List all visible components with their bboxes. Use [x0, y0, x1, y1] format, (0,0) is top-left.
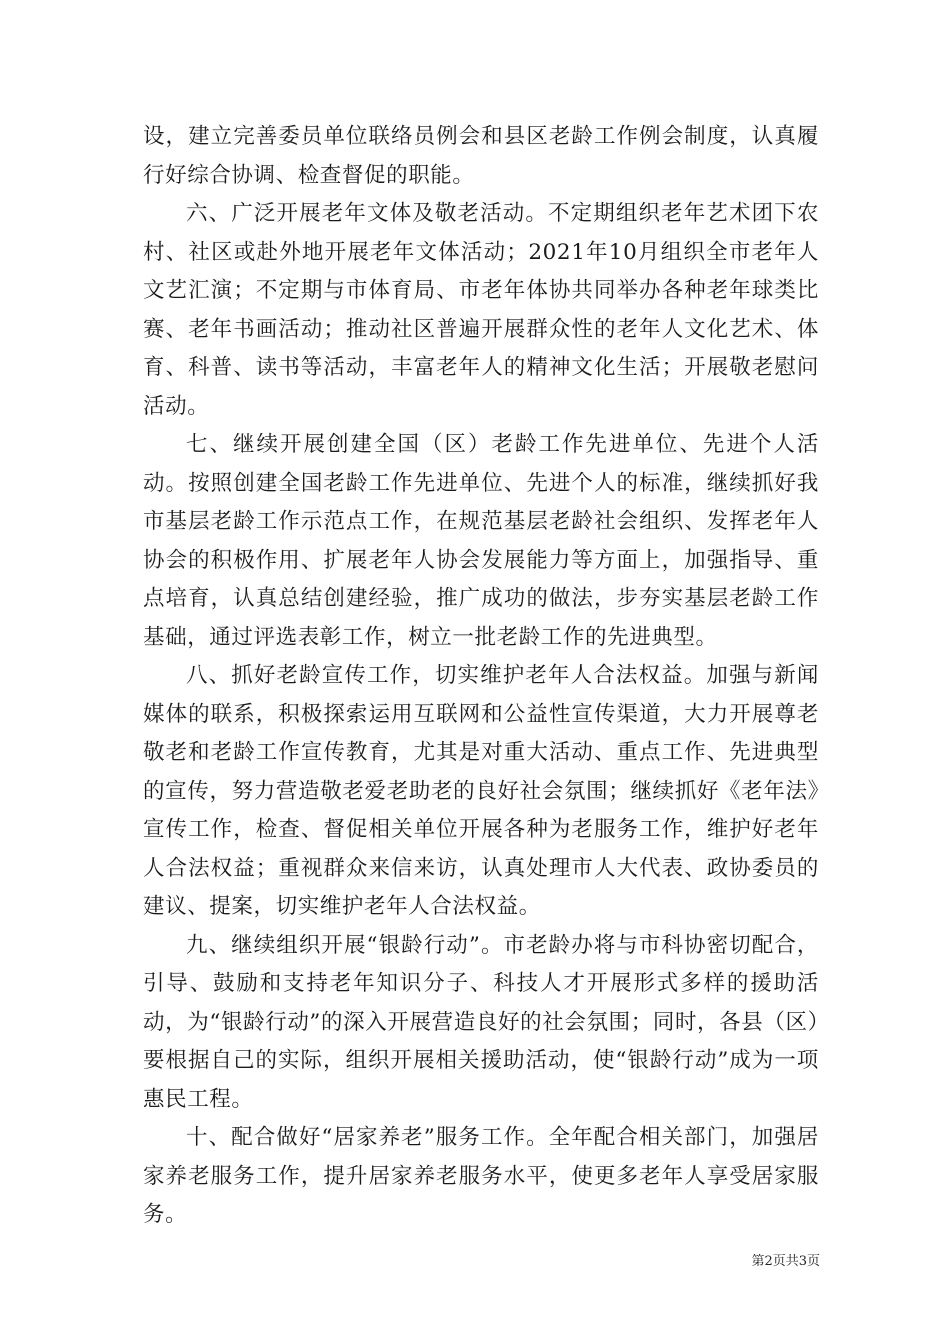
paragraph-2: 六、广泛开展老年文体及敬老活动。不定期组织老年艺术团下农村、社区或赴外地开展老年文体活动；2021年10月组织全市老年人文艺汇演；不定期与市体育局、市老年体协共同举办各种老年球类比赛、老年书画活动；推动社区普遍开展群众性的老年人文化艺术、体育、科普、读书等活动，丰富老年人的精神文化生活；开展敬老慰问活动。 — [143, 201, 819, 419]
paragraph-3: 七、继续开展创建全国（区）老龄工作先进单位、先进个人活动。按照创建全国老龄工作先进单位、先进个人的标准，继续抓好我市基层老龄工作示范点工作，在规范基层老龄社会组织、发挥老年人协会的积极作用、扩展老年人协会发展能力等方面上，加强指导、重点培育，认真总结创建经验，推广成功的做法，步夯实基层老龄工作基础，通过评选表彰工作，树立一批老龄工作的先进典型。 — [143, 432, 819, 650]
page-number-footer: 第2页共3页 — [751, 1254, 820, 1269]
document-body — [143, 118, 819, 1235]
paragraph-1: 设，建立完善委员单位联络员例会和县区老龄工作例会制度，认真履行好综合协调、检查督促的职能。 — [143, 124, 819, 188]
paragraph-6: 十、配合做好“居家养老”服务工作。全年配合相关部门，加强居家养老服务工作，提升居家养老服务水平，使更多老年人享受居家服务。 — [143, 1125, 819, 1227]
paragraph-4: 八、抓好老龄宣传工作，切实维护老年人合法权益。加强与新闻媒体的联系，积极探索运用互联网和公益性宣传渠道，大力开展尊老敬老和老龄工作宣传教育，尤其是对重大活动、重点工作、先进典型的宣传，努力营造敬老爱老助老的良好社会氛围；继续抓好《老年法》宣传工作，检查、督促相关单位开展各种为老服务工作，维护好老年人合法权益；重视群众来信来访，认真处理市人大代表、政协委员的建议、提案，切实维护老年人合法权益。 — [143, 663, 819, 919]
paragraph-5: 九、继续组织开展“银龄行动”。市老龄办将与市科协密切配合，引导、鼓励和支持老年知识分子、科技人才开展形式多样的援助活动，为“银龄行动”的深入开展营造良好的社会氛围；同时，各县（区）要根据自己的实际，组织开展相关援助活动，使“银龄行动”成为一项惠民工程。 — [143, 932, 819, 1112]
